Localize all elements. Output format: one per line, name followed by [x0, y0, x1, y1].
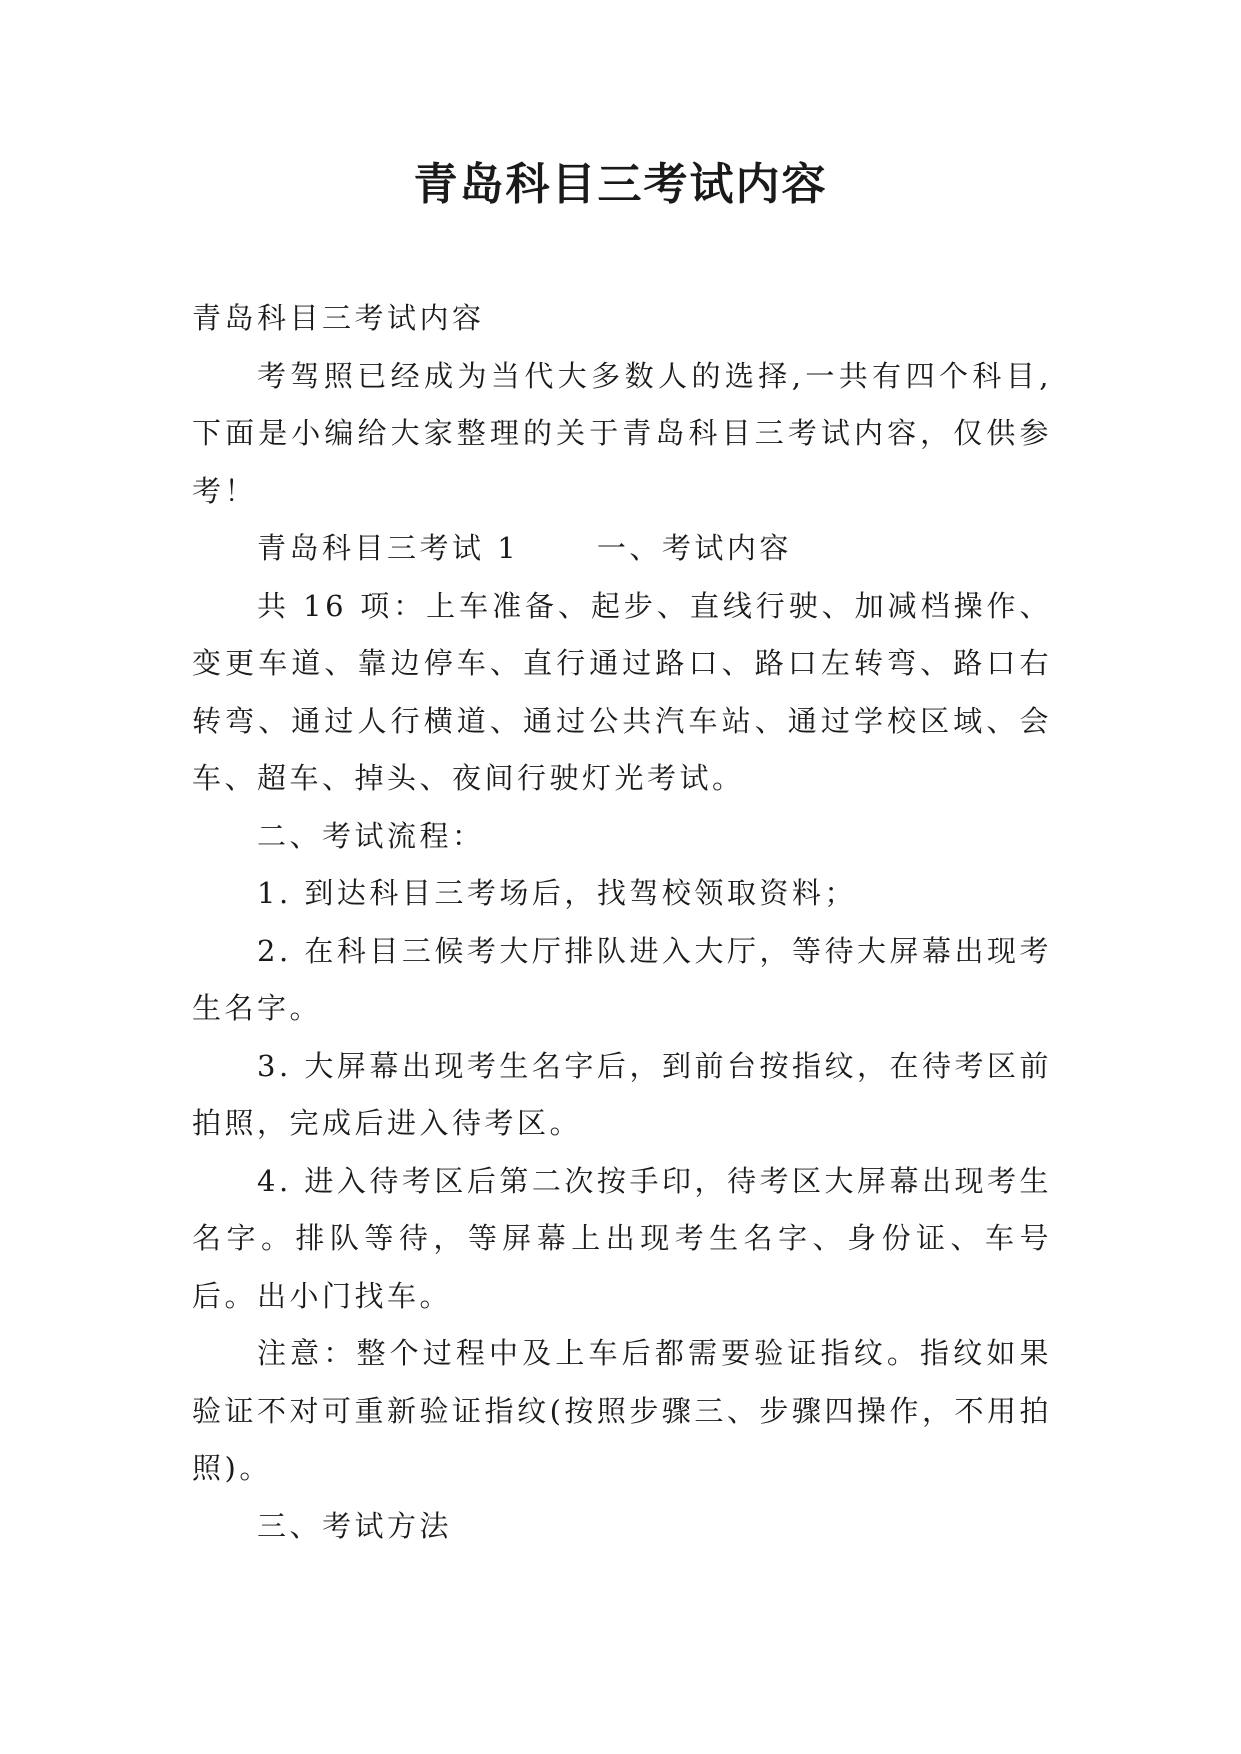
- document-title: 青岛科目三考试内容: [413, 159, 828, 210]
- paragraph-step-4: 4. 进入待考区后第二次按手印，待考区大屏幕出现考生名字。排队等待，等屏幕上出现考生名字、身份证、车号后。出小门找车。: [192, 1163, 1052, 1313]
- paragraph-step-2: 2. 在科目三候考大厅排队进入大厅，等待大屏幕出现考生名字。: [192, 933, 1052, 1025]
- paragraph-note: 注意：整个过程中及上车后都需要验证指纹。指纹如果验证不对可重新验证指纹(按照步骤三、步骤四操作，不用拍照)。: [192, 1336, 1052, 1485]
- paragraph-heading: 青岛科目三考试内容: [192, 301, 485, 335]
- paragraph-step-1: 1. 到达科目三考场后，找驾校领取资料；: [257, 876, 857, 910]
- paragraph-step-3: 3. 大屏幕出现考生名字后，到前台按指纹，在待考区前拍照，完成后进入待考区。: [192, 1048, 1052, 1140]
- document-body: [192, 290, 1052, 1555]
- paragraph-section-1: 青岛科目三考试 1 一、考试内容: [257, 531, 792, 565]
- paragraph-intro: 考驾照已经成为当代大多数人的选择,一共有四个科目,下面是小编给大家整理的关于青岛科目三考试内容，仅供参考！: [192, 358, 1052, 508]
- paragraph-exam-items: 共 16 项：上车准备、起步、直线行驶、加减档操作、变更车道、靠边停车、直行通过路口、路口左转弯、路口右转弯、通过人行横道、通过公共汽车站、通过学校区域、会车、超车、掉头、夜间行驶灯光考试。: [192, 588, 1052, 795]
- paragraph-section-2: 二、考试流程：: [257, 818, 485, 853]
- paragraph-section-3: 三、考试方法: [257, 1508, 453, 1543]
